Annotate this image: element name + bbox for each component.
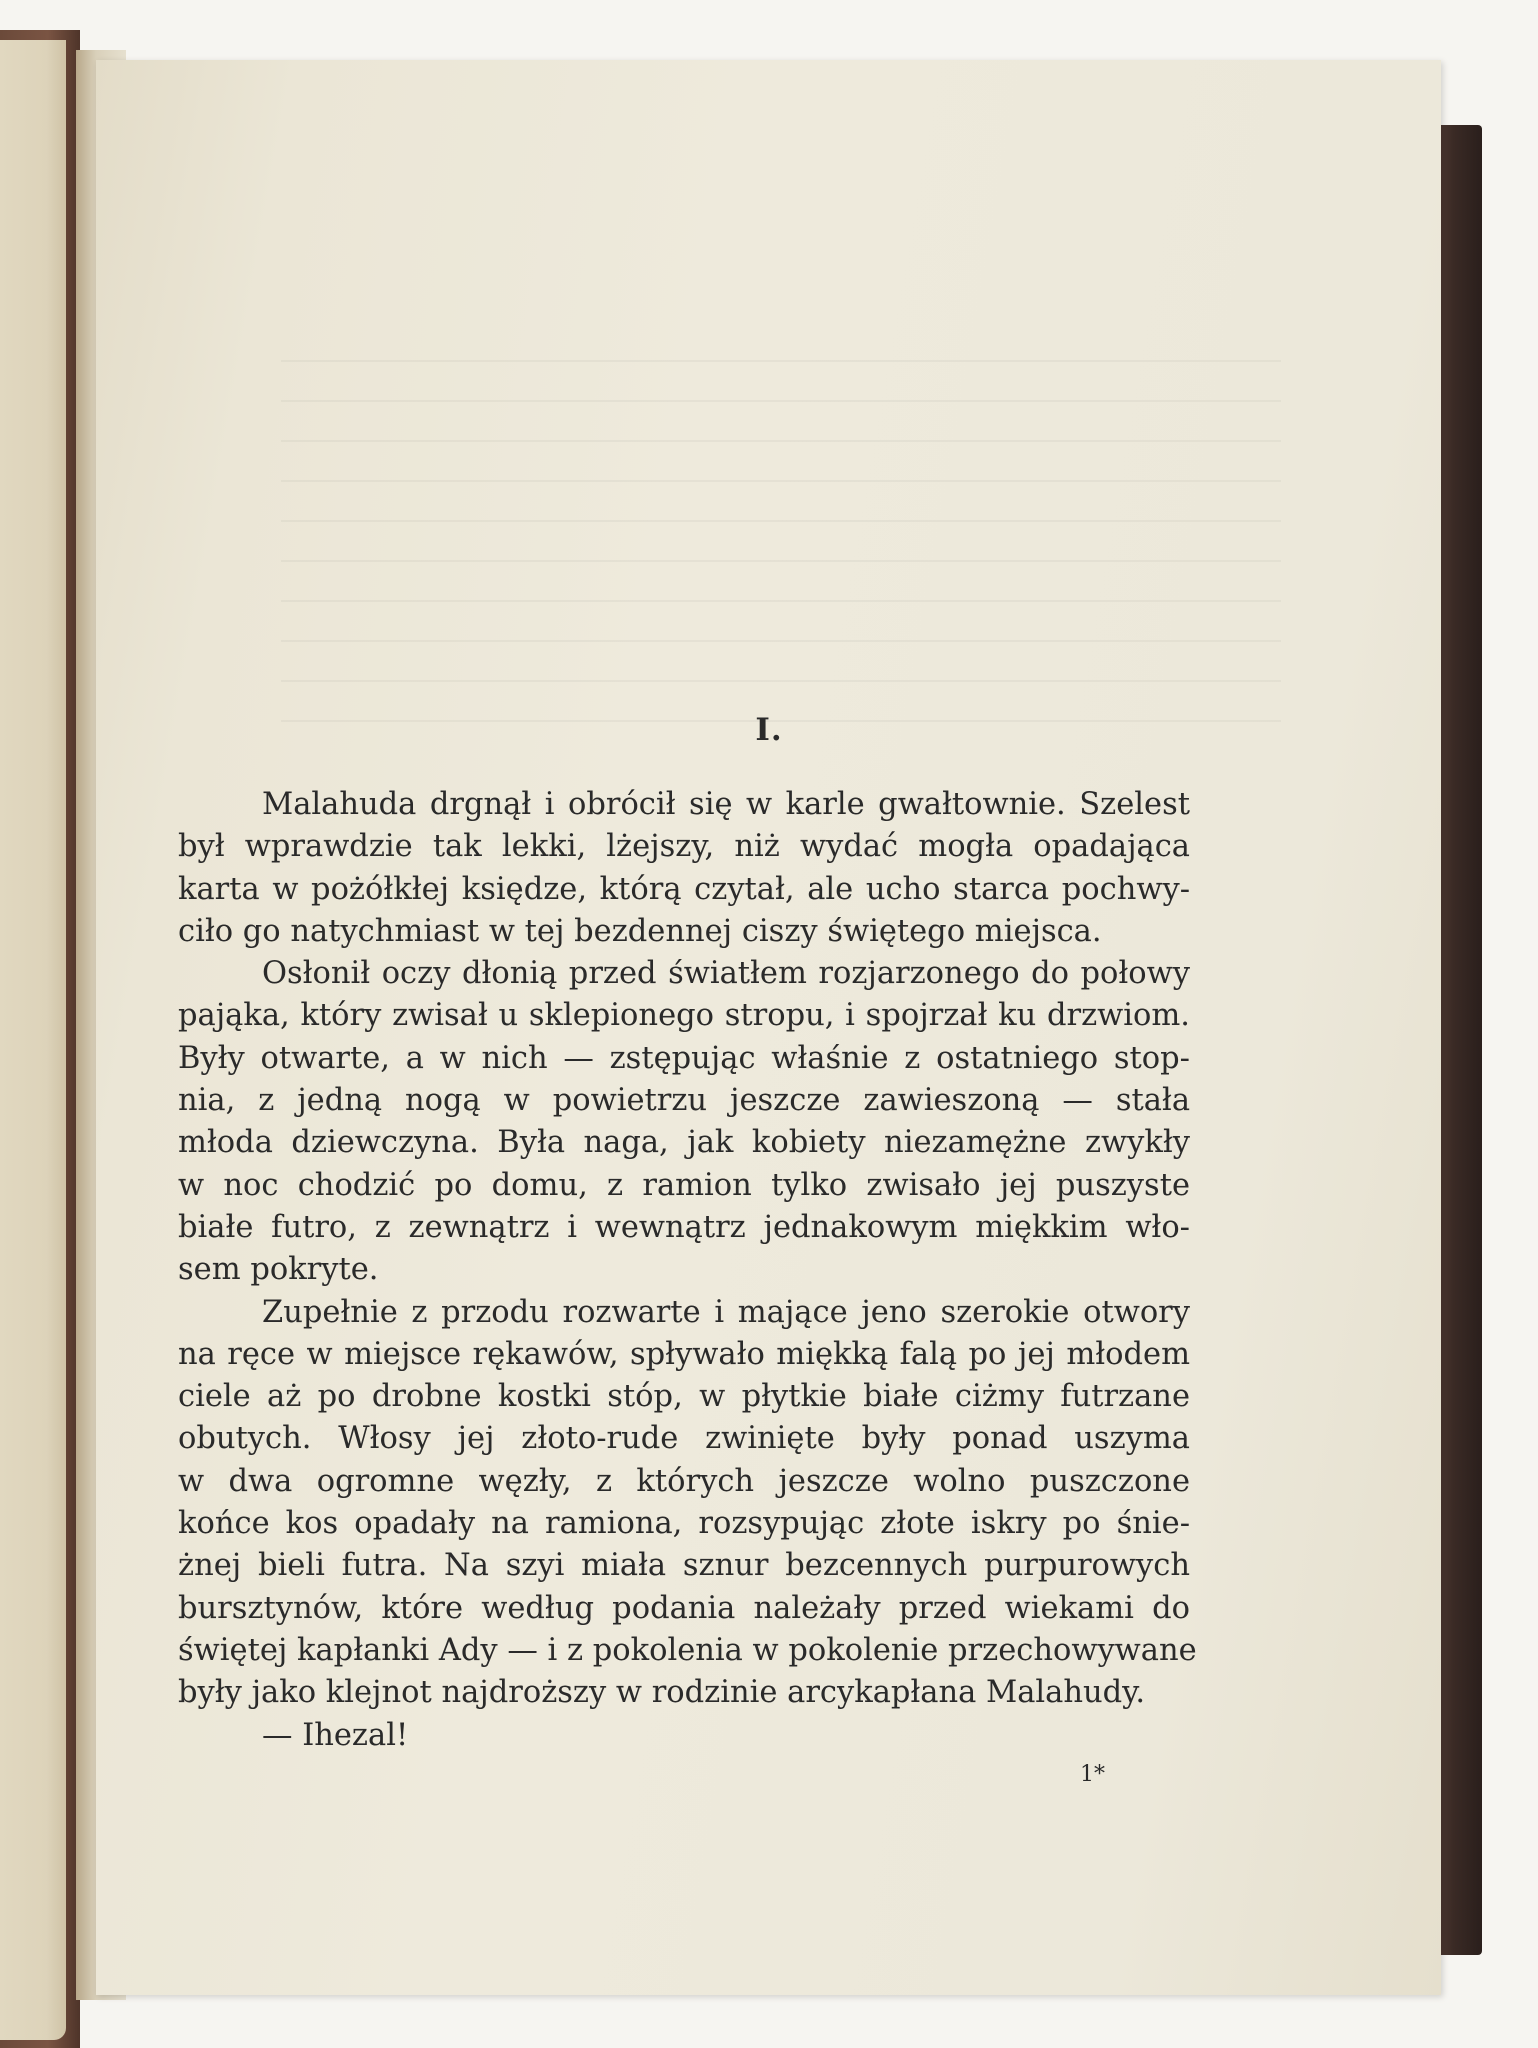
show-through-text	[281, 360, 1281, 760]
text-line: ciele aż po drobne kostki stóp, w płytkie białe ciżmy futrzane	[178, 1379, 1190, 1415]
left-facing-page	[0, 40, 66, 2040]
text-line: — Ihezal!	[262, 1717, 409, 1753]
text-line: karta w pożółkłej księdze, którą czytał, ale ucho starca pochwy-	[178, 871, 1190, 907]
text-line: żnej bieli futra. Na szyi miała sznur bezcennych purpurowych	[178, 1548, 1190, 1584]
text-line: pająka, który zwisał u sklepionego stropu, i spojrzał ku drzwiom.	[178, 998, 1190, 1034]
text-line: obutych. Włosy jej złoto-rude zwinięte były ponad uszyma	[178, 1421, 1190, 1457]
chapter-heading: I.	[755, 712, 783, 748]
text-line: Zupełnie z przodu rozwarte i mające jeno szerokie otwory	[262, 1294, 1190, 1330]
text-line: końce kos opadały na ramiona, rozsypując złote iskry po śnie-	[178, 1506, 1190, 1542]
text-line: były jako klejnot najdroższy w rodzinie arcykapłana Malahudy.	[178, 1675, 1146, 1711]
text-line: ciło go natychmiast w tej bezdennej ciszy świętego miejsca.	[178, 913, 1102, 949]
text-line: sem pokryte.	[178, 1252, 379, 1288]
text-line: Były otwarte, a w nich — zstępując właśnie z ostatniego stop-	[178, 1040, 1190, 1076]
text-line: w noc chodzić po domu, z ramion tylko zwisało jej puszyste	[178, 1167, 1190, 1203]
text-line: Osłonił oczy dłonią przed światłem rozjarzonego do połowy	[262, 956, 1190, 992]
text-line: białe futro, z zewnątrz i wewnątrz jednakowym miękkim wło-	[178, 1209, 1190, 1245]
text-line: nia, z jedną nogą w powietrzu jeszcze zawieszoną — stała	[178, 1083, 1190, 1119]
text-line: Malahuda drgnął i obrócił się w karle gwałtownie. Szelest	[262, 787, 1190, 822]
text-line: w dwa ogromne węzły, z których jeszcze wolno puszczone	[178, 1463, 1190, 1499]
text-line: na ręce w miejsce rękawów, spływało miękką falą po jej młodem	[178, 1336, 1190, 1372]
text-line: bursztynów, które według podania należały przed wiekami do	[178, 1590, 1190, 1626]
text-line: młoda dziewczyna. Była naga, jak kobiety niezamężne zwykły	[178, 1125, 1190, 1161]
body-text	[178, 784, 1197, 1757]
text-line: był wprawdzie tak lekki, lżejszy, niż wydać mogła opadająca	[178, 829, 1190, 865]
text-line: świętej kapłanki Ady — i z pokolenia w pokolenie przechowywane	[178, 1632, 1197, 1668]
page-number: 1*	[1080, 1762, 1105, 1787]
